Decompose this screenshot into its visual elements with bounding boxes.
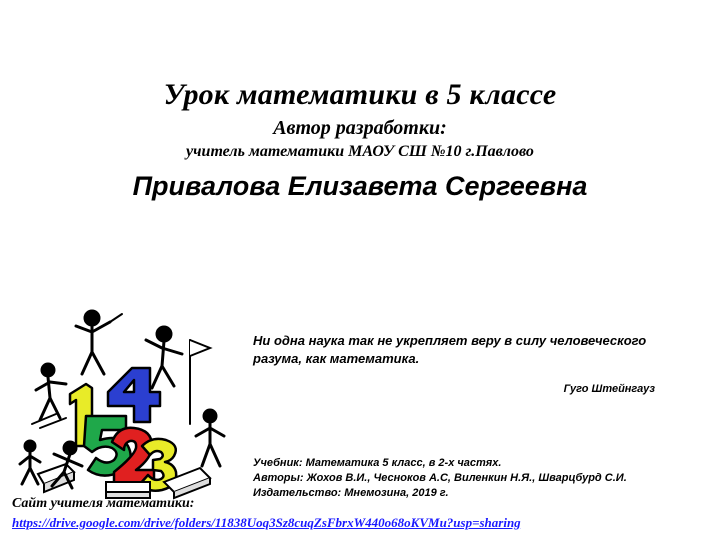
teacher-site-link[interactable]: https://drive.google.com/drive/folders/11838Uoq3Sz8cuqZsFbrxW440o68oKVMu?usp=sharing — [12, 514, 521, 530]
textbook-info-block — [253, 456, 693, 501]
textbook-authors: Авторы: Жохов В.И., Чесноков А.С, Виленкин Н.Я., Шварцбурд С.И. — [253, 471, 627, 484]
math-sport-figures-illustration — [14, 296, 239, 501]
author-role-label: Автор разработки: — [273, 116, 447, 139]
quote-author: Гуго Штейнгауз — [563, 383, 655, 396]
teacher-site-label: Сайт учителя математики: — [12, 496, 195, 511]
footer-block — [12, 496, 712, 532]
textbook-publisher: Издательство: Мнемозина, 2019 г. — [253, 486, 449, 499]
author-name: Привалова Елизавета Сергеевна — [132, 170, 588, 201]
textbook-title: Учебник: Математика 5 класс, в 2-х частях. — [253, 457, 502, 469]
quote-text: Ни одна наука так не укрепляет веру в силу человеческого разума, как математика. — [253, 333, 647, 366]
author-role-detail: учитель математики МАОУ СШ №10 г.Павлово — [186, 142, 534, 160]
title-block — [40, 78, 680, 202]
page-title: Урок математики в 5 классе — [163, 78, 557, 111]
quote-block — [253, 332, 673, 395]
